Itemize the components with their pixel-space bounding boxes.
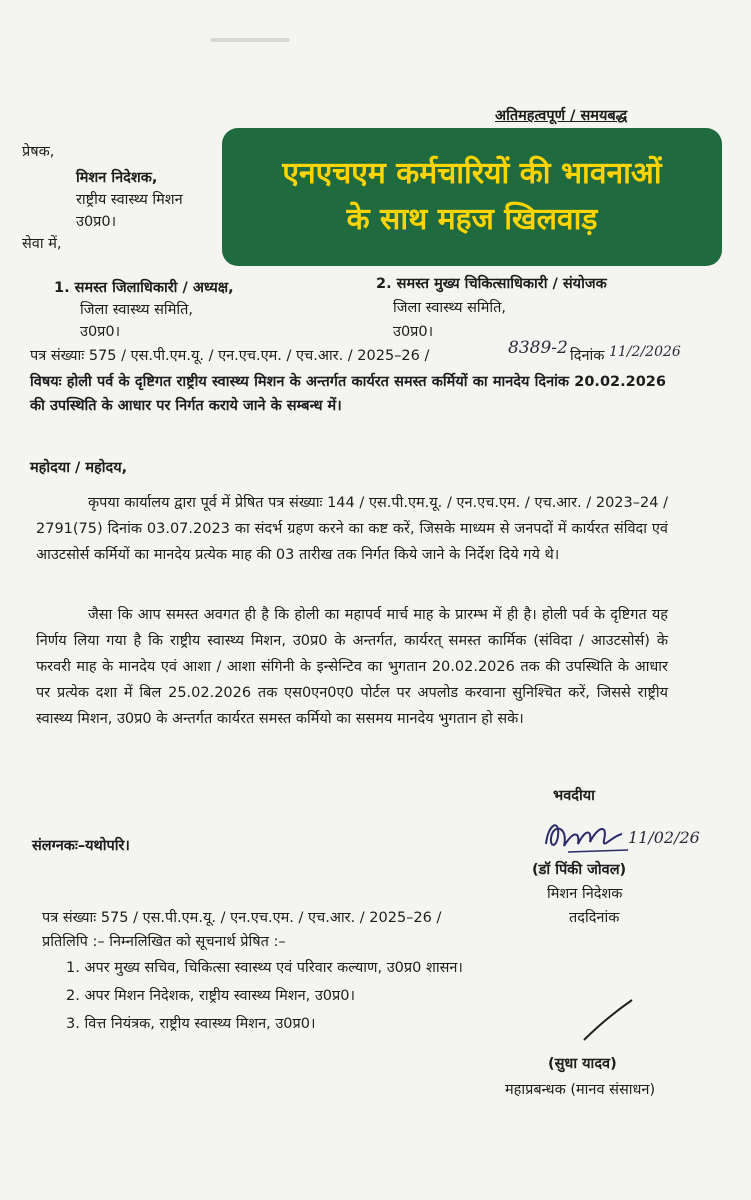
- signatory-name: (डॉ पिंकी जोवल): [532, 862, 627, 878]
- headline-banner: [222, 128, 722, 266]
- paragraph-2-text: जैसा कि आप समस्त अवगत ही है कि होली का महापर्व मार्च माह के प्रारम्भ में ही है। होली पर्व के दृष्टिगत यह निर्णय लिया गया है कि राष्ट्रीय स्वास्थ्य मिशन, उ0प्र0 के अन्तर्गत, कार्यरत् समस्त कार्मिक (संविदा / आउटसोर्स) के फरवरी माह के मानदेय एवं आशा / आशा संगिनी के इन्सेन्टिव का भुगतान 20.02.2026 तक की उपस्थिति के आधार पर प्रत्येक दशा में बिल 25.02.2026 तक एस0एन0ए0 पोर्टल पर अपलोड करवाना सुनिश्चित करें, जिससे राष्ट्रीय स्वास्थ्य मिशन, उ0प्र0 के अन्तर्गत कार्यरत समस्त कर्मियो का ससमय मानदेय भुगतान हो सके।: [36, 607, 668, 727]
- paragraph-1: [36, 490, 668, 568]
- signatory-2-title: महाप्रबन्धक (मानव संसाधन): [505, 1082, 656, 1098]
- copy-date: तददिनांक: [569, 910, 620, 926]
- recipient-1-line2: जिला स्वास्थ्य समिति,: [80, 302, 193, 318]
- to-label: सेवा में,: [22, 236, 62, 252]
- copy-item: 2. अपर मिशन निदेशक, राष्ट्रीय स्वास्थ्य मिशन, उ0प्र0।: [66, 988, 356, 1004]
- paragraph-2: [36, 602, 668, 732]
- signature-mark-2: [578, 996, 638, 1046]
- copy-label: प्रतिलिपि :– निम्नलिखित को सूचनार्थ प्रेषित :–: [42, 934, 286, 950]
- date-label: दिनांक: [570, 348, 605, 364]
- signatory-2-name: (सुधा यादव): [548, 1056, 617, 1072]
- copy-item: 3. वित्त नियंत्रक, राष्ट्रीय स्वास्थ्य मिशन, उ0प्र0।: [66, 1016, 316, 1032]
- salutation: महोदया / महोदय,: [30, 460, 128, 476]
- signature-mark: [538, 806, 638, 866]
- recipient-2-line2: जिला स्वास्थ्य समिति,: [393, 300, 506, 316]
- recipient-2-line3: उ0प्र0।: [393, 324, 434, 340]
- subject: विषयः होली पर्व के दृष्टिगत राष्ट्रीय स्वास्थ्य मिशन के अन्तर्गत कार्यरत समस्त कर्मियों का मानदेय दिनांक 20.02.2026 की उपस्थिति के आधार पर निर्गत कराये जाने के सम्बन्ध में।: [30, 374, 666, 414]
- sender-label: प्रेषक,: [22, 144, 55, 160]
- recipient-1-line3: उ0प्र0।: [80, 324, 121, 340]
- paragraph-1-text: कृपया कार्यालय द्वारा पूर्व में प्रेषित पत्र संख्याः 144 / एस.पी.एम.यू. / एन.एच.एम. / एच.आर. / 2023–24 / 2791(75) दिनांक 03.07.2023 का संदर्भ ग्रहण करने का कष्ट करें, जिसके माध्यम से जनपदों में कार्यरत संविदा एवं आउटसोर्स कर्मियों का मानदेय प्रत्येक माह की 03 तारीख तक निर्गत किये जाने के निर्देश दिये गये थे।: [36, 495, 668, 563]
- headline-text: एनएचएम कर्मचारियों की भावनाओं के साथ महज खिलवाड़: [282, 156, 662, 237]
- closing: भवदीया: [553, 788, 595, 804]
- enclosure: संलग्नकः–यथोपरि।: [32, 838, 130, 854]
- sender-org: राष्ट्रीय स्वास्थ्य मिशन: [76, 192, 183, 208]
- recipient-1-line1: 1. समस्त जिलाधिकारी / अध्यक्ष,: [54, 280, 234, 296]
- priority-label: अतिमहत्वपूर्ण / समयबद्ध: [495, 108, 628, 124]
- handwritten-dispatch-number: 8389-2: [508, 338, 568, 358]
- sender-name: मिशन निदेशक,: [76, 170, 158, 186]
- scan-mark: [210, 38, 290, 42]
- signatory-title: मिशन निदेशक: [547, 886, 623, 902]
- recipient-2-line1: 2. समस्त मुख्य चिकित्साधिकारी / संयोजक: [376, 276, 607, 292]
- sender-state: उ0प्र0।: [76, 214, 117, 230]
- copy-reference-number: पत्र संख्याः 575 / एस.पी.एम.यू. / एन.एच.एम. / एच.आर. / 2025–26 /: [42, 910, 442, 926]
- signature-date: 11/02/26: [628, 828, 700, 847]
- copy-item: 1. अपर मुख्य सचिव, चिकित्सा स्वास्थ्य एवं परिवार कल्याण, उ0प्र0 शासन।: [66, 960, 463, 976]
- handwritten-date: 11/2/2026: [609, 344, 681, 360]
- reference-number: पत्र संख्याः 575 / एस.पी.एम.यू. / एन.एच.एम. / एच.आर. / 2025–26 /: [30, 348, 430, 364]
